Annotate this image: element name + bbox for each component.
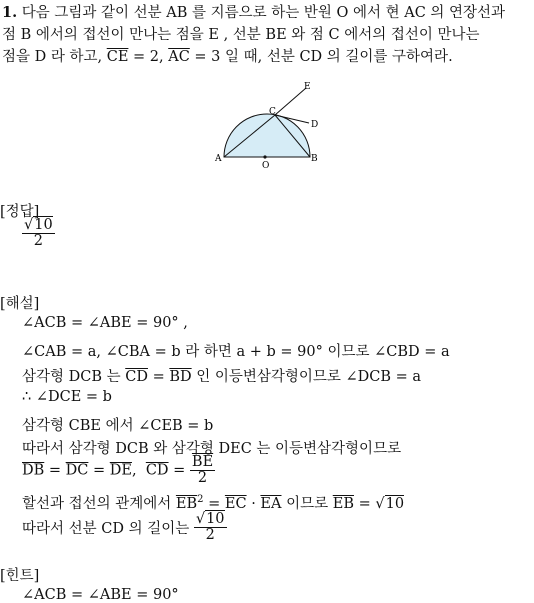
- solution-line-1: ∠ACB = ∠ABE = 90° ,: [22, 315, 188, 331]
- segment-ea: $\overline{EA}$: [260, 496, 282, 512]
- line-ce: [275, 88, 306, 115]
- segment-ce: $\overline{CE}$: [106, 49, 129, 65]
- answer-value: [22, 218, 55, 249]
- segment-be: $\overline{BE}$: [191, 454, 214, 470]
- segment-ac: $\overline{AC}$: [168, 49, 190, 65]
- center-point: [263, 155, 266, 158]
- label-b: B: [311, 154, 318, 164]
- solution-line-7: $\overline{DB} = \overline{DC} = \overline{DE}$, $\overline{CD}$ = $\frac{\overline{BE}}{2}$: [22, 454, 214, 487]
- solution-header: [해설]: [0, 296, 40, 312]
- solution-3a: 삼각형 DCB 는: [22, 369, 126, 385]
- problem-eq-ce: = 2,: [128, 49, 169, 65]
- square-exponent: 2: [197, 494, 204, 506]
- segment-eb: $\overline{EB}$: [175, 496, 198, 512]
- problem-line-3: [2, 45, 453, 66]
- solution-line-6: 따라서 삼각형 DCB 와 삼각형 DEC 는 이등변삼각형이므로: [22, 441, 402, 457]
- solution-line-9: [22, 512, 227, 543]
- segment-eb-2: $\overline{EB}$: [332, 496, 354, 512]
- be-half-fraction: [190, 455, 215, 486]
- semicircle-figure: [205, 76, 335, 172]
- problem-eq-ac: = 3 일 때, 선분 CD 의 길이를 구하여라.: [189, 49, 453, 65]
- segment-de: $\overline{DE}$: [109, 462, 132, 479]
- answer-num: 10: [34, 217, 53, 233]
- solution-9a: 따라서 선분 CD 의 길이는: [22, 521, 194, 538]
- label-a: A: [215, 154, 222, 164]
- solution-line-8: 할선과 접선의 관계에서 $\overline{EB}^2 = \overline{EC} \cdot \overline{EA}$ 이므로 $\overline{EB} = √10$: [22, 494, 405, 512]
- final-num: 10: [206, 511, 225, 527]
- solution-line-5: 삼각형 CBE 에서 ∠CEB = b: [22, 418, 214, 434]
- solution-line-3: [22, 365, 421, 386]
- label-e: E: [304, 82, 311, 92]
- solution-3eq: =: [147, 369, 170, 385]
- label-c: C: [269, 107, 276, 117]
- solution-3b: 인 이등변삼각형이므로 ∠DCB = a: [191, 369, 422, 385]
- problem-line-1: [2, 1, 505, 22]
- be-half-den: 2: [197, 470, 208, 487]
- solution-line-2: ∠CAB = a, ∠CBA = b 라 하면 a + b = 90° 이므로 ∠CBD = a: [22, 344, 450, 360]
- segment-dc: $\overline{DC}$: [65, 462, 89, 479]
- final-den: 2: [205, 527, 215, 544]
- label-d: D: [311, 120, 319, 130]
- segment-db: $\overline{DB}$: [22, 462, 45, 479]
- answer-fraction: $\frac{√10}{2}$: [24, 217, 53, 250]
- problem-line-2: 점 B 에서의 접선이 만나는 점을 E , 선분 BE 와 점 C 에서의 접선이 만나는: [2, 27, 480, 43]
- problem-text-1: 다음 그림과 같이 선분 AB 를 지름으로 하는 반원 O 에서 현 AC 의 연장선과: [21, 5, 506, 21]
- label-o: O: [262, 161, 270, 171]
- segment-ec: $\overline{EC}$: [224, 496, 247, 512]
- segment-bd: $\overline{BD}$: [169, 369, 192, 385]
- solution-8a: 할선과 접선의 관계에서: [22, 496, 176, 512]
- solution-8b: 이므로: [281, 496, 333, 512]
- solution-final-fraction: $\frac{√10}{2}$: [195, 511, 225, 544]
- problem-text-3a: 점을 D 라 하고,: [2, 49, 107, 65]
- segment-cd-2: $\overline{CD}$: [145, 462, 169, 479]
- hint-line-1: ∠ACB = ∠ABE = 90°: [22, 587, 179, 603]
- hint-header: [힌트]: [0, 568, 40, 584]
- answer-den: 2: [33, 233, 43, 250]
- solution-line-4: ∴ ∠DCE = b: [22, 389, 112, 405]
- problem-number: 1.: [2, 4, 18, 21]
- sqrt-ten: 10: [385, 496, 405, 512]
- answer-header: [정답]: [0, 204, 40, 220]
- segment-cd: $\overline{CD}$: [125, 369, 148, 385]
